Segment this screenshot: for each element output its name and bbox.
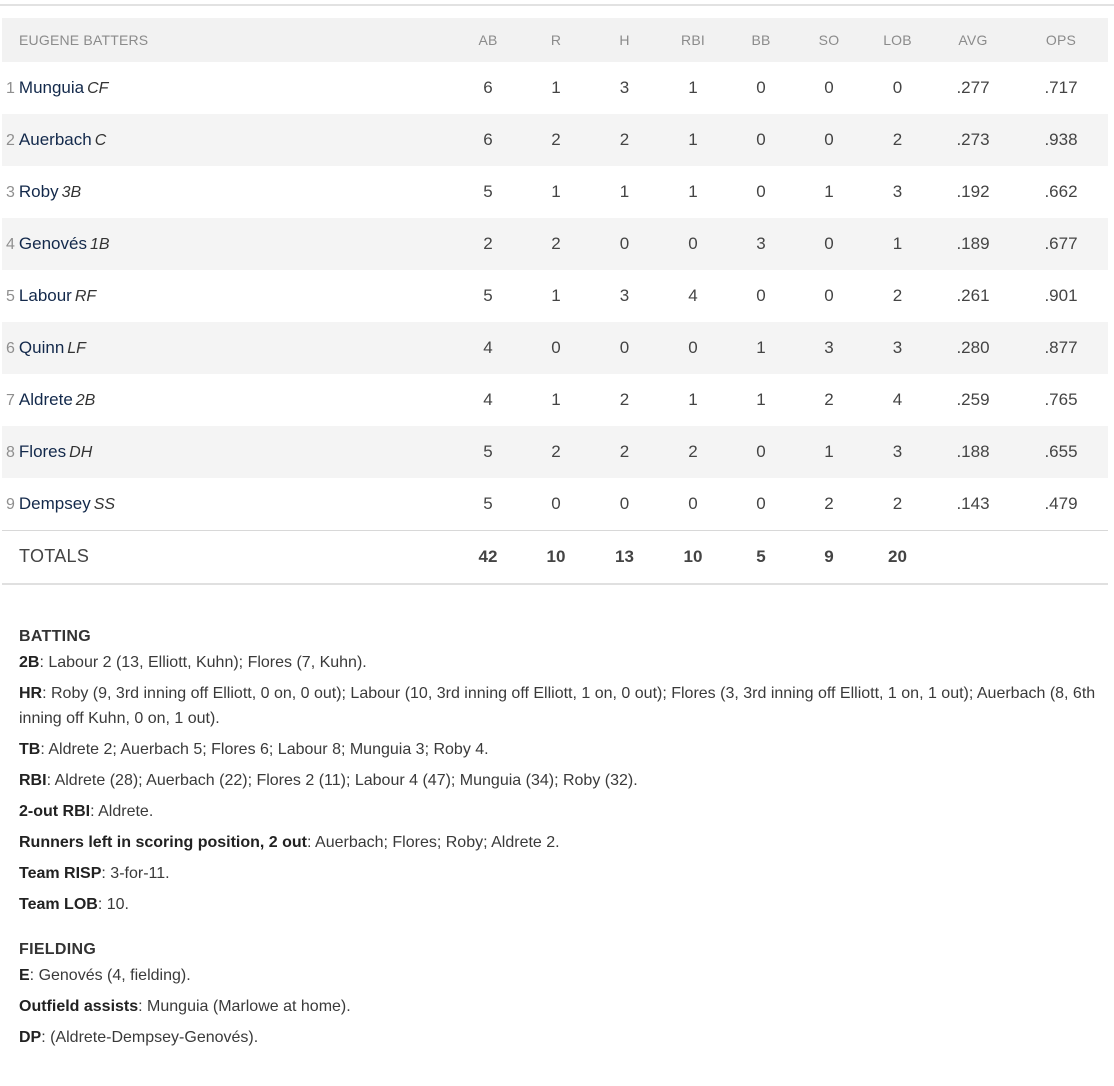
player-name-link[interactable]: Munguia xyxy=(18,78,85,97)
stat-ab: 5 xyxy=(483,182,493,201)
batter-cell xyxy=(2,322,454,374)
batting-order: 6 xyxy=(6,340,15,357)
note-text: : (Aldrete-Dempsey-Genovés). xyxy=(41,1029,259,1046)
note-label: Team RISP xyxy=(19,865,102,882)
stat-r: 2 xyxy=(551,442,561,461)
stat-lob: 3 xyxy=(892,442,903,461)
batting-order: 3 xyxy=(6,184,15,201)
stat-ops: .765 xyxy=(1044,390,1078,409)
stat-so: 1 xyxy=(824,442,834,461)
stat-ops: .717 xyxy=(1044,78,1078,97)
stat-r: 0 xyxy=(551,338,561,357)
batter-cell xyxy=(2,62,454,114)
totals-label: TOTALS xyxy=(19,546,90,567)
col-header-avg: AVG xyxy=(958,32,988,48)
player-name-link[interactable]: Quinn xyxy=(18,338,65,357)
col-header-lob: LOB xyxy=(883,32,912,48)
stat-h: 3 xyxy=(619,286,630,305)
note-text: : Labour 2 (13, Elliott, Kuhn); Flores (7, Kuhn). xyxy=(39,654,367,671)
stat-rbi: 4 xyxy=(688,286,698,305)
note-label: Outfield assists xyxy=(19,998,139,1015)
note-label: Team LOB xyxy=(19,896,98,913)
player-position: 2B xyxy=(75,392,96,409)
stat-rbi: 0 xyxy=(688,493,698,513)
stat-h: 1 xyxy=(619,182,630,201)
total-h: 13 xyxy=(615,546,634,566)
stat-rbi: 1 xyxy=(688,390,698,409)
batting-order: 2 xyxy=(6,132,15,149)
total-ops xyxy=(1014,530,1108,584)
stat-bb: 0 xyxy=(756,182,766,201)
batter-cell xyxy=(2,166,454,218)
fielding-notes xyxy=(19,963,1105,1050)
stat-avg: .280 xyxy=(956,338,990,357)
player-position: CF xyxy=(87,80,109,97)
col-header-bb: BB xyxy=(751,32,771,48)
stat-ops: .938 xyxy=(1044,130,1078,149)
stat-ops: .479 xyxy=(1044,493,1078,513)
stat-r: 1 xyxy=(551,286,561,305)
col-header-h: H xyxy=(619,32,630,48)
player-name-link[interactable]: Aldrete xyxy=(18,390,73,409)
total-lob: 20 xyxy=(888,546,907,566)
batter-cell xyxy=(2,270,454,322)
note-label: RBI xyxy=(19,772,47,789)
stat-ab: 5 xyxy=(483,442,493,461)
stat-ab: 2 xyxy=(483,234,493,253)
stat-h: 3 xyxy=(619,78,630,97)
col-header-ops: OPS xyxy=(1045,32,1077,48)
stat-so: 3 xyxy=(824,338,834,357)
stat-ab: 6 xyxy=(483,130,493,149)
stat-rbi: 0 xyxy=(688,338,698,357)
stat-so: 0 xyxy=(824,286,834,305)
stat-h: 0 xyxy=(619,338,630,357)
batter-cell xyxy=(2,114,454,166)
batting-note xyxy=(19,861,1105,886)
batter-row xyxy=(2,478,1108,530)
stat-lob: 2 xyxy=(892,493,903,513)
stat-lob: 4 xyxy=(892,390,903,409)
batting-order: 8 xyxy=(6,444,15,461)
player-position: 1B xyxy=(89,236,110,253)
batter-row xyxy=(2,322,1108,374)
note-text: : Aldrete 2; Auerbach 5; Flores 6; Labour 8; Munguia 3; Roby 4. xyxy=(40,741,489,758)
stat-so: 1 xyxy=(824,182,834,201)
stat-h: 2 xyxy=(619,130,630,149)
stat-r: 2 xyxy=(551,130,561,149)
stat-ab: 6 xyxy=(483,78,493,97)
note-label: 2-out RBI xyxy=(19,803,91,820)
stat-ab: 5 xyxy=(483,493,493,513)
totals-row xyxy=(2,530,1108,584)
stat-lob: 1 xyxy=(892,234,903,253)
fielding-note xyxy=(19,963,1105,988)
top-divider xyxy=(0,4,1114,6)
stat-r: 1 xyxy=(551,390,561,409)
note-text: : 3-for-11. xyxy=(101,865,170,882)
note-label: HR xyxy=(19,685,43,702)
batter-row xyxy=(2,62,1108,114)
stat-h: 2 xyxy=(619,442,630,461)
stat-lob: 3 xyxy=(892,338,903,357)
note-label: 2B xyxy=(19,654,40,671)
stat-lob: 0 xyxy=(892,78,903,97)
fielding-note xyxy=(19,994,1105,1019)
stat-avg: .259 xyxy=(956,390,990,409)
stat-r: 1 xyxy=(551,78,561,97)
note-label: TB xyxy=(19,741,41,758)
stat-h: 2 xyxy=(619,390,630,409)
stat-ops: .901 xyxy=(1044,286,1078,305)
stat-so: 0 xyxy=(824,234,834,253)
stat-bb: 3 xyxy=(756,234,766,253)
player-position: SS xyxy=(93,495,116,513)
stat-ops: .655 xyxy=(1044,442,1078,461)
batting-order: 4 xyxy=(6,236,15,253)
batter-row xyxy=(2,270,1108,322)
stat-lob: 3 xyxy=(892,182,903,201)
col-header-rbi: RBI xyxy=(681,32,705,48)
stat-bb: 0 xyxy=(756,130,766,149)
stat-rbi: 0 xyxy=(688,234,698,253)
col-header-r: R xyxy=(550,32,562,48)
stat-so: 2 xyxy=(824,493,834,513)
player-position: DH xyxy=(69,444,93,461)
stat-ops: .677 xyxy=(1044,234,1078,253)
note-text: : Aldrete. xyxy=(90,803,154,820)
player-name-link[interactable]: Labour xyxy=(18,286,72,305)
stat-avg: .192 xyxy=(956,182,990,201)
stat-bb: 1 xyxy=(756,390,766,409)
batting-section-title: BATTING xyxy=(19,628,92,645)
stat-ops: .662 xyxy=(1044,182,1078,201)
batting-order: 1 xyxy=(6,80,15,97)
stat-h: 0 xyxy=(619,234,630,253)
batter-row xyxy=(2,114,1108,166)
stat-so: 2 xyxy=(824,390,834,409)
player-name-link[interactable]: Roby xyxy=(18,182,59,201)
player-name-link[interactable]: Dempsey xyxy=(18,493,91,513)
stat-bb: 0 xyxy=(756,286,766,305)
stat-lob: 2 xyxy=(892,130,903,149)
player-position: LF xyxy=(67,340,86,357)
batter-cell xyxy=(2,426,454,478)
batter-cell xyxy=(2,478,454,530)
note-label: DP xyxy=(19,1029,42,1046)
batters-table xyxy=(2,18,1108,585)
stat-rbi: 2 xyxy=(688,442,698,461)
table-header-row xyxy=(2,18,1108,62)
stat-bb: 1 xyxy=(756,338,766,357)
note-label: E xyxy=(19,967,30,984)
batter-cell xyxy=(2,218,454,270)
stat-ab: 5 xyxy=(483,286,493,305)
batting-order: 5 xyxy=(6,288,15,305)
stat-avg: .261 xyxy=(956,286,990,305)
total-so: 9 xyxy=(824,546,834,566)
stat-avg: .143 xyxy=(956,493,990,513)
player-name-link[interactable]: Flores xyxy=(18,442,67,461)
batting-notes xyxy=(19,650,1105,917)
stat-lob: 2 xyxy=(892,286,903,305)
stat-bb: 0 xyxy=(756,493,766,513)
stat-so: 0 xyxy=(824,78,834,97)
game-notes xyxy=(19,624,1105,1056)
total-r: 10 xyxy=(546,546,566,566)
batting-order: 7 xyxy=(6,392,15,409)
note-label: Runners left in scoring position, 2 out xyxy=(19,834,308,851)
col-header-ab: AB xyxy=(478,32,498,48)
stat-avg: .188 xyxy=(956,442,990,461)
stat-h: 0 xyxy=(619,493,630,513)
total-ab: 42 xyxy=(478,546,498,566)
stat-avg: .277 xyxy=(956,78,990,97)
stat-rbi: 1 xyxy=(688,182,698,201)
batter-cell xyxy=(2,374,454,426)
fielding-section-title: FIELDING xyxy=(19,941,97,958)
note-text: : Munguia (Marlowe at home). xyxy=(138,998,351,1015)
stat-ops: .877 xyxy=(1044,338,1078,357)
team-batters-header: EUGENE BATTERS xyxy=(19,32,149,48)
stat-so: 0 xyxy=(824,130,834,149)
batting-note xyxy=(19,737,1105,762)
batting-note xyxy=(19,830,1105,855)
note-text: : 10. xyxy=(97,896,129,913)
player-name-link[interactable]: Auerbach xyxy=(18,130,92,149)
batter-row xyxy=(2,166,1108,218)
total-avg xyxy=(932,530,1014,584)
batter-rows xyxy=(2,62,1108,584)
batter-row xyxy=(2,426,1108,478)
stat-rbi: 1 xyxy=(688,130,698,149)
batting-note xyxy=(19,650,1105,675)
stat-rbi: 1 xyxy=(688,78,698,97)
stat-bb: 0 xyxy=(756,78,766,97)
stat-bb: 0 xyxy=(756,442,766,461)
player-position: RF xyxy=(74,288,97,305)
batter-row xyxy=(2,218,1108,270)
stat-avg: .273 xyxy=(956,130,990,149)
batting-note xyxy=(19,768,1105,793)
batting-order: 9 xyxy=(6,495,15,513)
batting-note xyxy=(19,799,1105,824)
fielding-note xyxy=(19,1025,1105,1050)
stat-ab: 4 xyxy=(483,338,493,357)
total-rbi: 10 xyxy=(683,546,703,566)
note-text: : Roby (9, 3rd inning off Elliott, 0 on, 0 out); Labour (10, 3rd inning off Elliott, 1 on, 0 out); Flores (3, 3rd inning off Elliott, 1 on, 1 out); Auerbach (8, 6th inning off Kuhn, 0 on, 1 out). xyxy=(19,685,1096,727)
stat-r: 2 xyxy=(551,234,561,253)
player-position: C xyxy=(94,132,107,149)
stat-ab: 4 xyxy=(483,390,493,409)
col-header-so: SO xyxy=(818,32,840,48)
player-name-link[interactable]: Genovés xyxy=(18,234,87,253)
stat-r: 1 xyxy=(551,182,561,201)
note-text: : Auerbach; Flores; Roby; Aldrete 2. xyxy=(307,834,560,851)
batting-note xyxy=(19,892,1105,917)
stat-avg: .189 xyxy=(956,234,990,253)
note-text: : Aldrete (28); Auerbach (22); Flores 2 (11); Labour 4 (47); Munguia (34); Roby (32). xyxy=(46,772,638,789)
total-bb: 5 xyxy=(756,546,766,566)
note-text: : Genovés (4, fielding). xyxy=(29,967,191,984)
stat-r: 0 xyxy=(551,493,561,513)
player-position: 3B xyxy=(61,184,82,201)
batting-note xyxy=(19,681,1105,731)
batter-row xyxy=(2,374,1108,426)
